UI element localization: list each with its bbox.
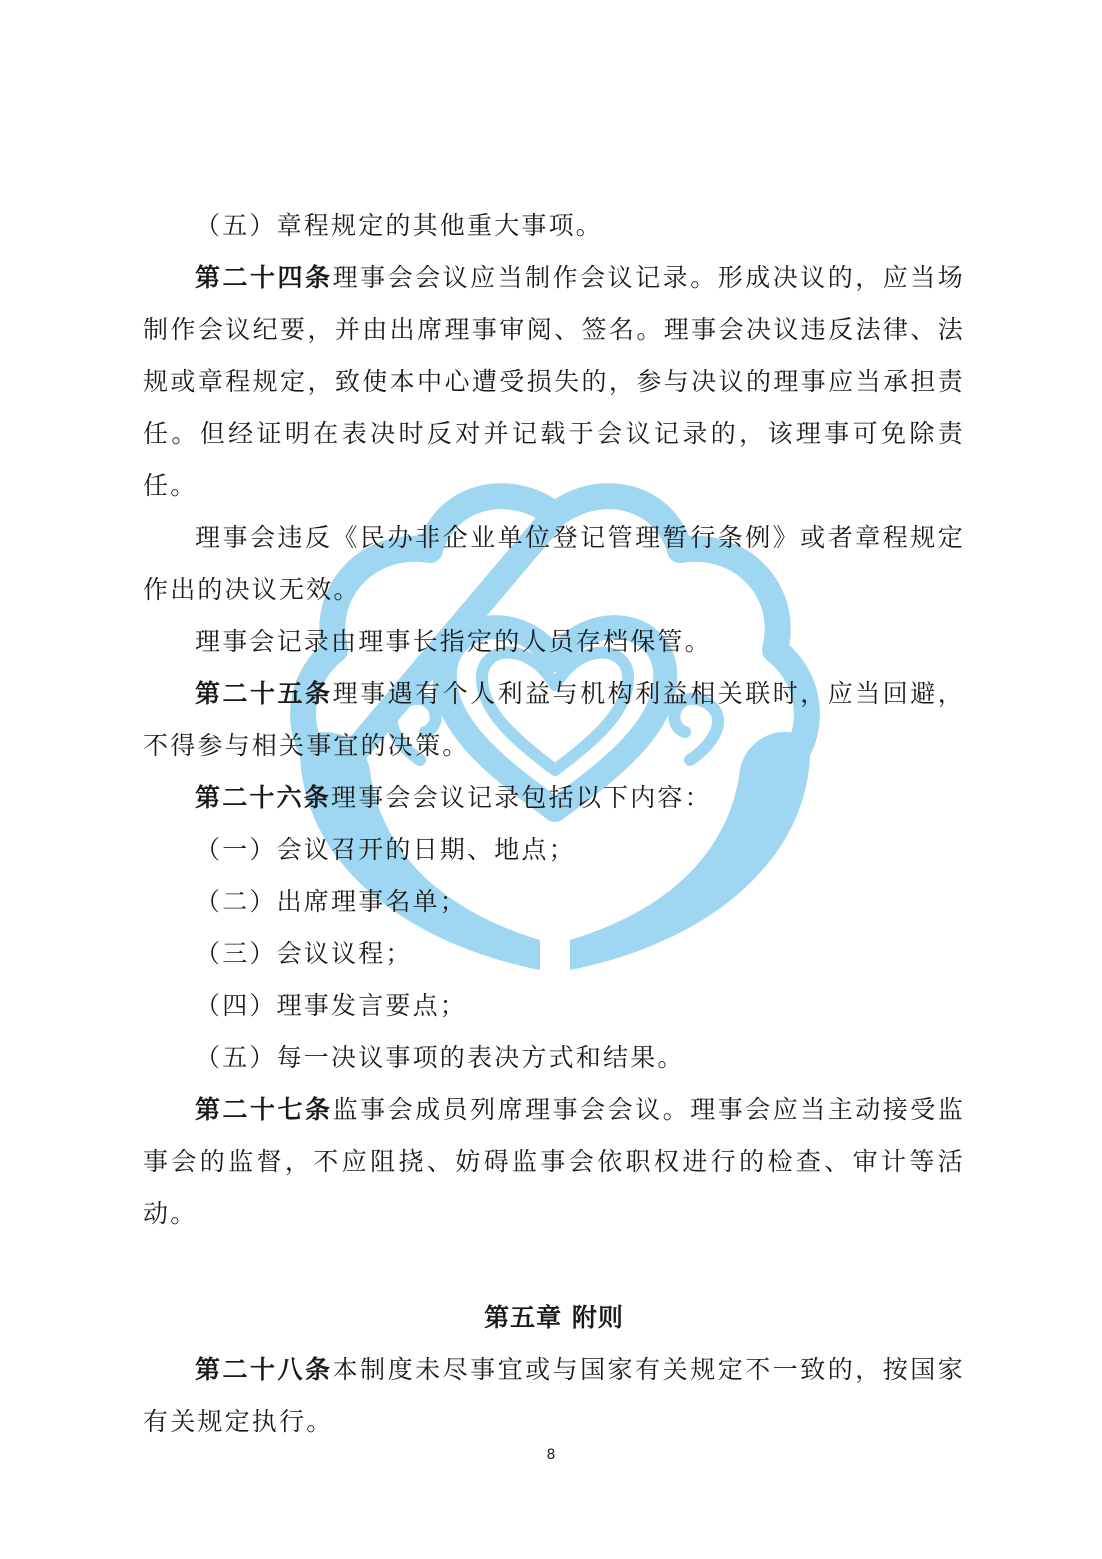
article-24 xyxy=(143,252,965,512)
article-27-text: 监事会成员列席理事会会议。理事会应当主动接受监事会的监督，不应阻挠、妨碍监事会依职权进行的检查、审计等活动。 xyxy=(143,1095,965,1228)
list-item-1: （一）会议召开的日期、地点； xyxy=(195,835,576,864)
article-26 xyxy=(143,772,965,824)
article-27-title: 第二十七条 xyxy=(195,1095,333,1124)
chapter-title: 第五章 附则 xyxy=(484,1303,624,1332)
list-item-5: （五）每一决议事项的表决方式和结果。 xyxy=(195,1043,685,1072)
article-28-title: 第二十八条 xyxy=(195,1355,333,1384)
article-25 xyxy=(143,668,965,772)
article-27 xyxy=(143,1084,965,1240)
article-28-text: 本制度未尽事宜或与国家有关规定不一致的，按国家有关规定执行。 xyxy=(143,1355,965,1436)
article-25-title: 第二十五条 xyxy=(195,679,333,708)
list-item-2: （二）出席理事名单； xyxy=(195,887,468,916)
article-25-text: 理事遇有个人利益与机构利益相关联时，应当回避，不得参与相关事宜的决策。 xyxy=(143,679,965,760)
paragraph-item-5: （五）章程规定的其他重大事项。 xyxy=(195,211,604,240)
paragraph-records-archive: 理事会记录由理事长指定的人员存档保管。 xyxy=(195,627,712,656)
document-body xyxy=(143,200,965,1448)
article-26-title: 第二十六条 xyxy=(195,783,332,812)
list-item-4: （四）理事发言要点； xyxy=(195,991,468,1020)
page-number: 8 xyxy=(546,1447,556,1463)
paragraph-invalid-resolution: 理事会违反《民办非企业单位登记管理暂行条例》或者章程规定作出的决议无效。 xyxy=(143,523,965,604)
article-24-title: 第二十四条 xyxy=(195,263,333,292)
article-28 xyxy=(143,1344,965,1448)
list-item-3: （三）会议议程； xyxy=(195,939,413,968)
article-24-text: 理事会会议应当制作会议记录。形成决议的，应当场制作会议纪要，并由出席理事审阅、签名。理事会决议违反法律、法规或章程规定，致使本中心遭受损失的，参与决议的理事应当承担责任。但经证明在表决时反对并记载于会议记录的，该理事可免除责任。 xyxy=(143,263,965,500)
article-26-text: 理事会会议记录包括以下内容： xyxy=(331,783,712,812)
